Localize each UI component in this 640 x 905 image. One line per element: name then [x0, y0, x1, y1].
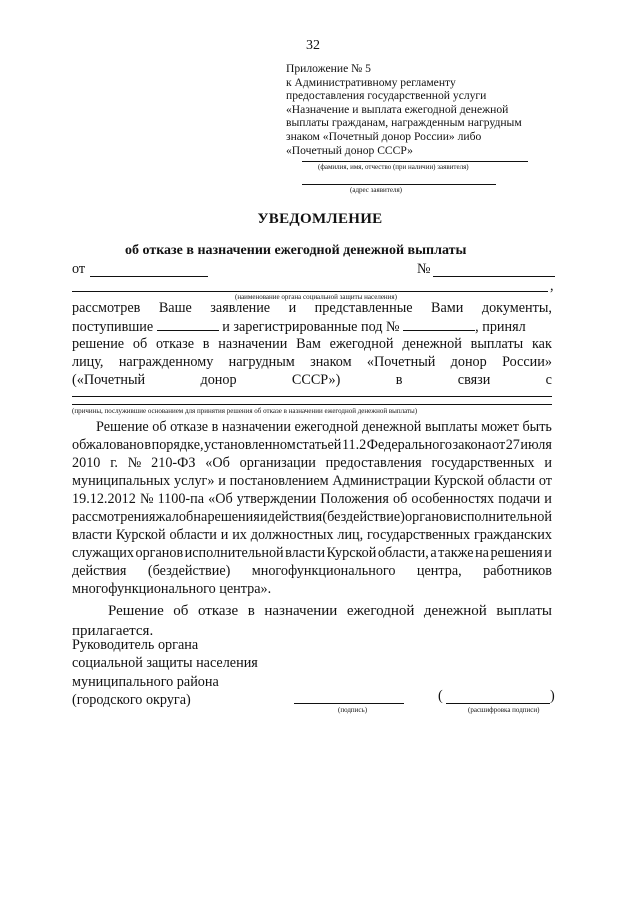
word: (бездействие) — [322, 509, 405, 525]
appeal-last-line: многофункционального центра». — [72, 581, 272, 597]
attached-line-2: прилагается. — [72, 623, 154, 639]
word: назначении — [218, 336, 288, 352]
word: донор — [200, 372, 237, 388]
appeal-line-9 — [72, 563, 552, 580]
body-line-1 — [72, 300, 552, 317]
word: и — [259, 509, 268, 525]
annex-line: Приложение № 5 — [286, 62, 371, 75]
word: 19.12.2012 — [72, 491, 136, 507]
from-label: от — [72, 261, 86, 277]
word: их — [232, 527, 247, 543]
word: 1100-па — [157, 491, 205, 507]
word: исполнительной — [452, 509, 552, 525]
signatory-line: (городского округа) — [72, 691, 191, 708]
word: закона — [452, 437, 492, 453]
word: Ваше — [158, 300, 192, 316]
word: государственных — [431, 455, 535, 471]
word: в — [144, 437, 152, 453]
word: с — [545, 372, 552, 388]
appeal-line-8 — [72, 545, 552, 562]
word: должностных — [250, 527, 334, 543]
word: «Об — [208, 491, 233, 507]
signature-caption: (подпись) — [338, 706, 368, 714]
word: награжденному — [118, 354, 214, 370]
word: в — [247, 603, 255, 619]
word: рассмотрения — [72, 509, 156, 525]
word: в — [202, 336, 210, 352]
word: и — [288, 300, 297, 316]
word: Решение — [108, 603, 164, 619]
word: решения — [207, 509, 260, 525]
word: статьей — [296, 437, 342, 453]
word: рассмотрев — [72, 300, 141, 316]
appeal-line-6 — [72, 509, 552, 526]
word: СССР») — [291, 372, 341, 388]
word: заявление — [210, 300, 271, 316]
applicant-name-caption: (фамилия, имя, отчество (при наличии) заявителя) — [318, 163, 469, 171]
word: действия — [267, 509, 323, 525]
body-line-5 — [72, 372, 552, 389]
word: 2010 — [72, 455, 101, 471]
word: выплаты — [424, 419, 478, 435]
decoding-paren-close: ) — [550, 688, 555, 704]
word: России» — [502, 354, 552, 370]
word: в — [211, 419, 219, 435]
signatory-block — [72, 636, 258, 709]
signatory-line: муниципального района — [72, 673, 219, 690]
word: Вам — [296, 336, 321, 352]
word: денежной — [423, 603, 487, 619]
word: назначении — [221, 419, 291, 435]
organ-line — [72, 291, 548, 292]
word: «Об — [205, 455, 230, 471]
annex-line: знаком «Почетный донор России» либо — [286, 129, 482, 143]
word: власти — [285, 545, 326, 561]
word: (бездействие) — [147, 563, 231, 579]
registration-number-blank — [403, 318, 475, 331]
word: области — [487, 473, 536, 489]
word: в — [395, 372, 403, 388]
organ-caption: (наименование органа социальной защиты населения) — [235, 293, 397, 301]
from-date-line — [90, 276, 208, 277]
word: Федерального — [366, 437, 452, 453]
word: выплаты — [496, 603, 552, 619]
word: отказе — [197, 603, 239, 619]
word: исполнительной — [184, 545, 284, 561]
word: работников — [483, 563, 552, 579]
annex-line: к Административному регламенту — [286, 75, 456, 89]
word: Курской — [115, 527, 166, 543]
applicant-address-line — [302, 184, 496, 185]
word: решения — [490, 545, 543, 561]
word: Курской — [434, 473, 484, 489]
word: обжаловано — [72, 437, 144, 453]
word: и — [218, 473, 226, 489]
decoding-caption: (расшифровка подписи) — [468, 706, 540, 714]
word: а — [430, 545, 437, 561]
word: предоставления — [325, 455, 422, 471]
body-line-2: поступившие и зарегистрированные под № , принял — [72, 319, 526, 335]
body-line-3 — [72, 336, 552, 353]
reason-line-2 — [72, 404, 552, 405]
word: действия — [72, 563, 127, 579]
word: на — [193, 509, 208, 525]
word: назначении — [264, 603, 338, 619]
annex-line: «Назначение и выплата ежегодной денежной — [286, 102, 509, 116]
word: услуг» — [173, 473, 215, 489]
word: и — [544, 455, 552, 471]
word: Курской — [326, 545, 377, 561]
reason-line-1 — [72, 396, 552, 397]
appeal-line-1 — [96, 419, 552, 436]
appeal-line-5 — [72, 491, 552, 508]
word: Положения — [320, 491, 389, 507]
annex-line: «Почетный донор СССР» — [286, 143, 413, 157]
word: быть — [522, 419, 552, 435]
word: Решение — [96, 419, 149, 435]
appeal-line-7 — [72, 527, 552, 544]
word: организации — [239, 455, 316, 471]
word: знаком — [310, 354, 352, 370]
word: документы, — [481, 300, 552, 316]
signatory-line: социальной защиты населения — [72, 655, 258, 672]
word: г. — [110, 455, 118, 471]
word: 210-ФЗ — [151, 455, 196, 471]
body-line-4 — [72, 354, 552, 371]
word: июля — [520, 437, 552, 453]
word: области, — [377, 545, 429, 561]
word: 11.2 — [341, 437, 367, 453]
word: ежегодной — [346, 603, 415, 619]
word: установленном — [204, 437, 296, 453]
word: также — [438, 545, 474, 561]
document-title: УВЕДОМЛЕНИЕ — [257, 211, 383, 227]
word: многофункционального — [251, 563, 396, 579]
received-date-blank — [157, 318, 219, 331]
number-label: № — [417, 261, 431, 277]
annex-block — [286, 62, 522, 157]
word: служащих — [72, 545, 134, 561]
word: отказе — [156, 336, 194, 352]
decoding-paren-open: ( — [438, 688, 443, 704]
annex-line: предоставления государственной услуги — [286, 89, 487, 103]
word: Администрации — [332, 473, 431, 489]
word: государственных — [367, 527, 471, 543]
signature-line — [294, 703, 404, 704]
word: муниципальных — [72, 473, 171, 489]
word: органов — [405, 509, 453, 525]
word: порядке, — [151, 437, 204, 453]
word: представленные — [314, 300, 413, 316]
word: денежной — [402, 336, 462, 352]
word: нагрудным — [228, 354, 295, 370]
number-line — [433, 276, 555, 277]
word: гражданских — [473, 527, 552, 543]
word: («Почетный — [72, 372, 146, 388]
word: об — [173, 603, 189, 619]
word: ежегодной — [329, 336, 394, 352]
appeal-line-3 — [72, 455, 552, 472]
word: утверждении — [236, 491, 317, 507]
word: власти — [72, 527, 112, 543]
word: от — [538, 473, 552, 489]
word: отказе — [170, 419, 209, 435]
word: денежной — [361, 419, 422, 435]
word: решение — [72, 336, 125, 352]
word: № — [139, 491, 154, 507]
word: и — [544, 491, 552, 507]
applicant-address-caption: (адрес заявителя) — [350, 186, 402, 194]
word: связи — [457, 372, 491, 388]
word: лицу, — [72, 354, 104, 370]
decoding-line — [446, 703, 550, 704]
word: 27 — [505, 437, 520, 453]
word: об — [132, 336, 148, 352]
word: донор — [450, 354, 487, 370]
applicant-name-line — [302, 161, 528, 162]
word: центра, — [416, 563, 462, 579]
word: жалоб — [155, 509, 194, 525]
word: «Почетный — [366, 354, 436, 370]
word: на — [475, 545, 489, 561]
word: органов — [135, 545, 184, 561]
reasons-caption: (причины, послужившие основанием для принятия решения об отказе в назначении ежегодной денежной выплаты) — [72, 407, 418, 415]
word: и — [544, 545, 552, 561]
word: об — [393, 491, 408, 507]
organ-line-comma: , — [550, 278, 554, 294]
word: постановлением — [229, 473, 329, 489]
word: № — [127, 455, 142, 471]
word: подачи — [498, 491, 541, 507]
word: и — [220, 527, 229, 543]
word: может — [481, 419, 519, 435]
attached-line-1 — [108, 603, 552, 620]
word: об — [152, 419, 167, 435]
word: ежегодной — [294, 419, 359, 435]
word: Вами — [431, 300, 464, 316]
annex-line: выплаты гражданам, награжденным нагрудным — [286, 116, 522, 130]
appeal-line-2 — [72, 437, 552, 454]
word: от — [492, 437, 506, 453]
word: особенностях — [411, 491, 495, 507]
word: выплаты — [470, 336, 524, 352]
page-number: 32 — [306, 38, 320, 53]
word: как — [532, 336, 552, 352]
signatory-line: Руководитель органа — [72, 637, 199, 653]
document-subtitle: об отказе в назначении ежегодной денежной выплаты — [125, 243, 467, 258]
appeal-line-4 — [72, 473, 552, 490]
word: лиц, — [337, 527, 364, 543]
word: области — [169, 527, 217, 543]
